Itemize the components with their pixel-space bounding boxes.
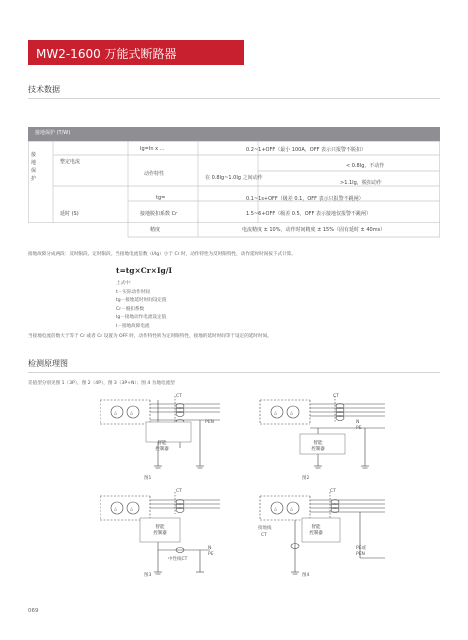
pen-label: PEN [205,420,214,425]
svg-text:△: △ [114,506,118,511]
controller-line: 智能 [313,441,323,446]
controller-fig4 [300,524,332,542]
controller-line: 控制器 [155,447,169,452]
controller-line: 控制器 [311,447,325,452]
svg-text:△: △ [274,410,278,415]
cell-setting-current: 整定电流 [60,159,81,165]
earth-ct-line: CT [261,533,267,538]
svg-text:△: △ [130,410,134,415]
cell-tg: tg= [156,195,166,201]
legend-line: Cr－脱扣系数 [116,306,145,312]
formula-legend [116,280,167,331]
cell-accuracy-value: 电流精度 ± 10%，动作时间精度 ± 15%（固有延时 ± 40ms） [242,227,386,233]
controller-fig1 [146,440,178,458]
ct-label-fig2: CT [333,394,339,399]
side-label-char: 接 [31,152,37,158]
cell-ig-range: 0.2~1+OFF（最小 100A，OFF 表示只报警不脱扣） [246,147,367,153]
neutral-ct-label: 中性线CT [168,557,188,562]
side-label [31,151,41,183]
side-label-char: 护 [31,176,37,182]
legend-line: I－接地故障电流 [116,323,150,329]
principle-heading: 检测原理图 [28,359,68,368]
table-caption: 接地保护 (T/W) [35,130,71,136]
tech-divider [28,98,440,99]
svg-text:△: △ [290,410,294,415]
controller-line: 控制器 [153,531,167,536]
cell-cr: 接地脱扣系数 Cr [140,211,178,217]
controller-fig2 [302,440,334,458]
pe-or-pen-line: PE或 [356,546,367,551]
side-label-char: 地 [31,160,37,166]
n-label-fig3: N [208,546,212,551]
tech-heading: 技术数据 [28,85,60,94]
table-caption-bar [28,127,440,141]
controller-line: 智能 [155,525,165,530]
figure-4-caption: 图4 [302,573,310,578]
controller-line: 智能 [157,441,167,446]
cell-ig-setting: Ig=In x ... [140,146,165,152]
svg-text:△: △ [274,506,278,511]
ct-label-fig4: CT [330,489,336,494]
svg-text:△: △ [290,506,294,511]
figure-3-caption: 图3 [144,573,152,578]
legend-line: tg－接地延时时间设定值 [116,298,167,303]
table-last-row [28,220,440,238]
cell-trip-action: >1.1Ig，脱扣动作 [340,180,382,186]
n-label-fig2: N [356,420,360,425]
controller-line: 智能 [311,525,321,530]
earth-ct-line: 接地线 [258,526,272,531]
paragraph-definite: 当接地电流倍数大于等于 Cr 或者 Cr 设置为 OFF 时，动作特性转为定时限特性，接地的延时时间等于设定的延时时间。 [28,334,272,339]
cell-accuracy: 精度 [150,227,161,233]
page-number: 069 [28,608,39,614]
paragraph-intro: 接地故障分成两段：反时限段、定时限段。当接地电流倍数（I/Ig）小于 Cr 时，动作特性为反时限特性，动作延时时间按下式计算。 [28,252,296,257]
pe-label-fig2: PE [356,426,362,431]
cell-no-action: < 0.8Ig，不动作 [346,163,385,169]
side-label-char: 保 [31,168,37,174]
figure-1-caption: 图1 [144,476,152,481]
pe-label-fig3: PE [208,552,214,557]
formula: t=tg×Cr×Ig/I [116,266,172,275]
pe-or-pen-line: PEN [356,552,365,557]
svg-text:△: △ [114,410,118,415]
cell-delay: 延时 (S) [60,211,79,217]
cell-action-band: 在 0.8Ig~1.0Ig 之间动作 [205,175,263,181]
page-title: MW2-1600 万能式断路器 [36,47,177,61]
ct-label-fig1: CT [176,394,182,399]
figure-2-caption: 图2 [302,476,310,481]
cell-tg-range: 0.1~1s+OFF（级差 0.1，OFF 表示只报警不跳闸） [246,196,364,202]
legend-line: t－实际动作时间 [116,289,150,295]
earth-ct-label [258,525,272,539]
pe-or-pen-label [356,546,366,558]
principle-divider [28,372,440,373]
cell-cr-range: 1.5~6+OFF（级差 0.5，OFF 表示接地仅报警不跳闸） [246,211,372,217]
principle-intro: 差值型分别见图 1（3P），图 2（4P），图 3（3P+N）；图 4 为地电流型 [28,381,175,386]
wiring-diagrams [100,392,400,592]
controller-line: 控制器 [309,531,323,536]
svg-text:△: △ [130,506,134,511]
ct-label-fig3: CT [176,489,182,494]
legend-line: Ig－接地动作电流设定值 [116,315,167,320]
cell-action-characteristic: 动作特性 [144,171,165,177]
controller-fig3 [144,524,176,542]
legend-line: 上式中： [116,281,135,286]
